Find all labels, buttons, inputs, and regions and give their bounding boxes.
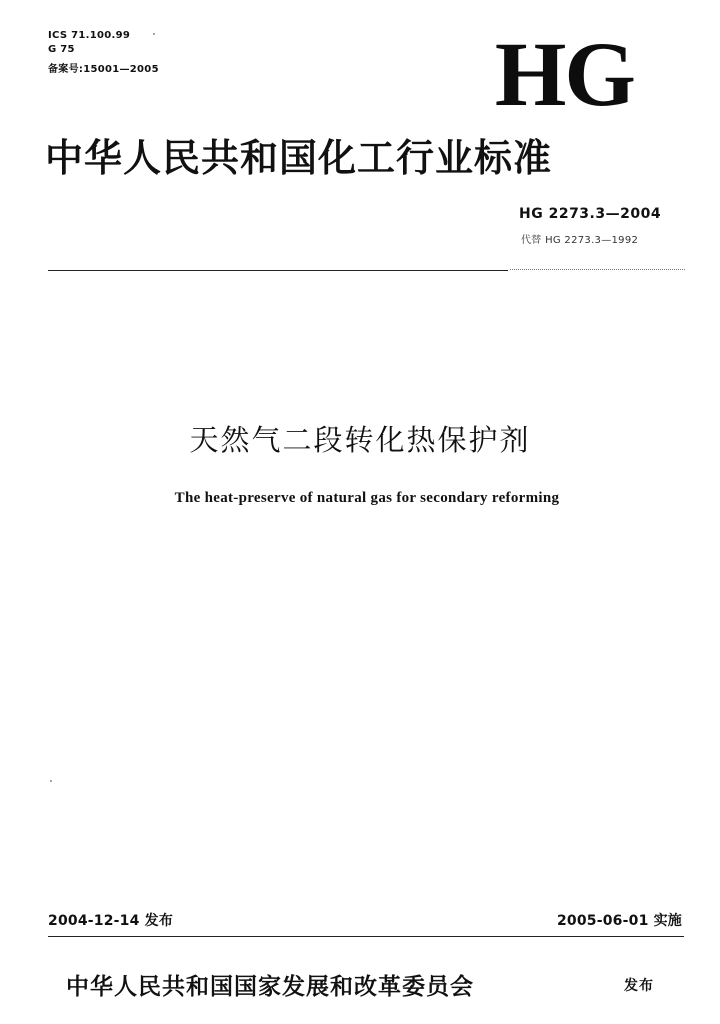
- ics-code: ICS 71.100.99: [48, 30, 131, 41]
- category-code: G 75: [48, 44, 75, 55]
- standard-number: HG 2273.3—2004: [519, 206, 662, 222]
- issue-date: 2004-12-14 发布: [48, 913, 174, 929]
- replaces-standard: 代替 HG 2273.3—1992: [521, 235, 639, 246]
- document-title-chinese: 天然气二段转化热保护剂: [189, 423, 531, 457]
- registration-number: 备案号:15001—2005: [48, 64, 159, 75]
- hg-logo: HG: [494, 23, 634, 125]
- bottom-divider: [48, 936, 684, 937]
- issuing-authority: 中华人民共和国国家发展和改革委员会: [66, 973, 474, 1000]
- top-divider-dotted: [510, 269, 685, 274]
- effective-date: 2005-06-01 实施: [556, 913, 682, 929]
- scan-speck: [50, 780, 52, 782]
- issuing-authority-suffix: 发布: [624, 978, 654, 994]
- standard-category-title: 中华人民共和国化工行业标准: [45, 135, 553, 180]
- document-title-english: The heat-preserve of natural gas for secondary reforming: [174, 490, 560, 506]
- scan-speck: [153, 33, 155, 35]
- top-divider: [48, 270, 508, 271]
